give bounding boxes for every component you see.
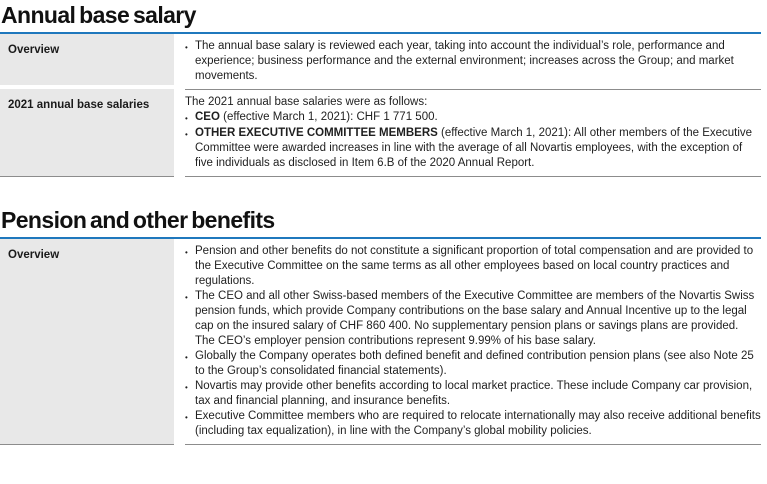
- bullet-marker: •: [185, 248, 188, 257]
- bullet-text-rest: (effective March 1, 2021): All other members of the Executive Committee were awarded increases in line with the average of all Novartis employees, with the exception of five individuals as disclosed in Item 6.B of the 2020 Annual Report.: [195, 127, 753, 169]
- bullet-marker: •: [185, 43, 188, 52]
- annual-base-salary-table: [0, 34, 761, 177]
- bullet-text: Globally the Company operates both defined benefit and defined contribution pension plans (see also Note 25 to the Group’s consolidated financial statements).: [195, 350, 754, 377]
- bullet-text: [195, 126, 761, 171]
- bullet-marker: •: [185, 353, 188, 362]
- bullet-text: Novartis may provide other benefits according to local market practice. These include Company car provision, tax and financial planning, and insurance benefits.: [195, 380, 753, 407]
- bullet-text: Executive Committee members who are required to relocate internationally may also receive additional benefits (including tax equalization), in line with the Company’s global mobility policies.: [195, 410, 761, 437]
- row-label-cell: [0, 34, 174, 85]
- bullet-marker: •: [185, 413, 188, 422]
- bullet-text: The annual base salary is reviewed each year, taking into account the individual’s role, performance and experience; business performance and the external environment; increases across the Group; and market movements.: [195, 40, 734, 82]
- row-label: Overview: [8, 44, 60, 56]
- bullet-marker: •: [185, 114, 188, 123]
- bullet-item: [185, 409, 761, 439]
- row-content-cell: [185, 239, 761, 445]
- bullet-marker: •: [185, 383, 188, 392]
- annual-base-salary-section: [0, 3, 761, 177]
- table-row: [0, 89, 761, 177]
- bullet-item: [185, 126, 761, 171]
- row-label: 2021 annual base salaries: [8, 99, 150, 111]
- bullet-marker: •: [185, 130, 188, 139]
- row-content-cell: [185, 34, 761, 89]
- bullet-bold-lead: CEO: [195, 111, 220, 123]
- bullet-bold-lead: OTHER EXECUTIVE COMMITTEE MEMBERS: [195, 127, 438, 139]
- row-label-cell: [0, 239, 174, 445]
- bullet-text: Pension and other benefits do not constitute a significant proportion of total compensation and are provided to the Executive Committee on the same terms as all other employees based on local country practices and regulations.: [195, 245, 754, 287]
- bullet-item: [185, 39, 761, 84]
- row-label-cell: [0, 89, 174, 177]
- row-content-cell: [185, 89, 761, 177]
- bullet-item: [185, 244, 761, 289]
- bullet-text: The CEO and all other Swiss-based members of the Executive Committee are members of the Novartis Swiss pension funds, which provide Company contributions on the base salary and Annual Incentive up to the legal cap on the insured salary of CHF 860 400. No supplementary pension plans or savings plans are provided. The CEO’s employer pension contributions represent 9.99% of his base salary.: [195, 290, 755, 347]
- bullet-item: [185, 349, 761, 379]
- pension-benefits-table: [0, 239, 761, 445]
- section-title: Pension and other benefits: [1, 207, 275, 233]
- intro-text: The 2021 annual base salaries were as follows:: [185, 96, 428, 108]
- bullet-item: [185, 110, 761, 126]
- section-title: Annual base salary: [1, 2, 196, 28]
- bullet-text-rest: (effective March 1, 2021): CHF 1 771 500.: [219, 111, 438, 123]
- table-row: [0, 239, 761, 445]
- bullet-marker: •: [185, 293, 188, 302]
- bullet-item: [185, 289, 761, 349]
- bullet-text: [195, 110, 761, 126]
- pension-benefits-section: [0, 208, 761, 445]
- report-page: [0, 3, 767, 445]
- row-label: Overview: [8, 249, 60, 261]
- table-row: [0, 34, 761, 89]
- bullet-item: [185, 379, 761, 409]
